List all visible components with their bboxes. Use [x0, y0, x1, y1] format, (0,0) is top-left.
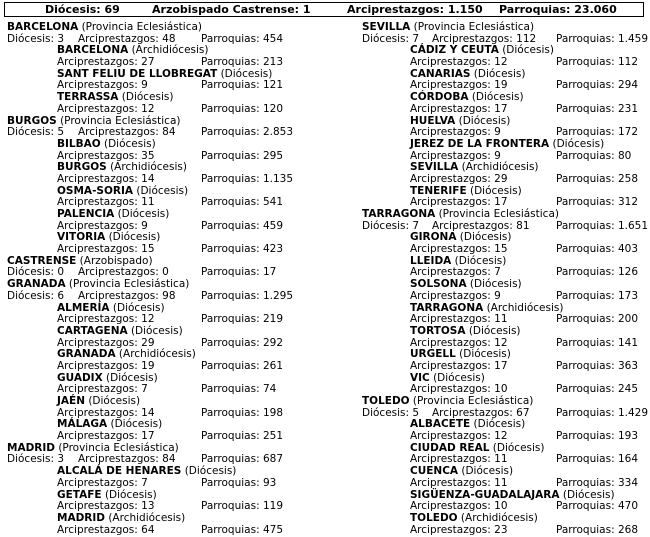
province-type: (Provincia Eclesiástica)	[78, 21, 203, 33]
province-diocesis-count: Diócesis: 3	[7, 453, 65, 466]
diocese-arciprestazgos: Arciprestazgos: 17	[410, 196, 508, 209]
diocese-arciprestazgos: Arciprestazgos: 17	[410, 359, 508, 372]
province-parroquias: Parroquias: 1.295	[201, 289, 294, 302]
diocese-parroquias: Parroquias: 312	[556, 196, 638, 209]
diocese-type: (Diócesis)	[217, 67, 273, 80]
province-arciprestazgos: Arciprestazgos: 84	[78, 126, 176, 139]
province-diocesis-count: Diócesis: 5	[7, 126, 65, 139]
diocese-parroquias: Parroquias: 120	[201, 102, 283, 115]
diocese-type: (Diócesis)	[466, 184, 522, 197]
diocese-type: (Diócesis)	[451, 254, 507, 267]
diocese-name: BILBAO	[57, 137, 101, 150]
diocese-arciprestazgos: Arciprestazgos: 64	[57, 523, 155, 536]
diocese-parroquias: Parroquias: 193	[556, 430, 638, 443]
diocese-title	[7, 513, 347, 525]
province-arciprestazgos: Arciprestazgos: 48	[78, 32, 176, 45]
province-arciprestazgos: Arciprestazgos: 84	[78, 453, 176, 466]
province-diocesis-count: Diócesis: 3	[7, 32, 65, 45]
diocese-type: (Diócesis)	[181, 465, 237, 478]
diocese-parroquias: Parroquias: 126	[556, 266, 638, 279]
diocese-type: (Diócesis)	[429, 371, 485, 384]
diocese-arciprestazgos: Arciprestazgos: 9	[410, 289, 501, 302]
diocese-parroquias: Parroquias: 213	[201, 56, 283, 69]
diocese-type: (Diócesis)	[466, 278, 522, 291]
diocese-parroquias: Parroquias: 258	[556, 172, 638, 185]
diocese-title	[7, 326, 347, 338]
province-arciprestazgos: Arciprestazgos: 0	[78, 266, 169, 279]
diocese-parroquias: Parroquias: 172	[556, 126, 638, 139]
diocese-arciprestazgos: Arciprestazgos: 12	[57, 313, 155, 326]
diocese-title	[362, 139, 647, 151]
diocese-type: (Archidiócesis)	[128, 44, 209, 57]
province-parroquias: Parroquias: 687	[201, 453, 283, 466]
diocese-type: (Diócesis)	[100, 137, 156, 150]
diocese-arciprestazgos: Arciprestazgos: 9	[57, 219, 148, 232]
diocese-name: BURGOS	[57, 161, 107, 174]
diocese-name: MÁLAGA	[57, 418, 108, 431]
diocese-type: (Diócesis)	[489, 441, 545, 454]
province-diocesis-count: Diócesis: 7	[362, 219, 420, 232]
diocese-arciprestazgos: Arciprestazgos: 11	[410, 453, 508, 466]
diocese-type: (Archidiócesis)	[458, 161, 539, 174]
diocese-type: (Diócesis)	[118, 91, 174, 104]
summary-bar	[4, 2, 644, 17]
diocese-name: TERRASSA	[57, 91, 119, 104]
diocese-type: (Diócesis)	[127, 324, 183, 337]
province-diocesis-count: Diócesis: 6	[7, 289, 65, 302]
diocese-type: (Diócesis)	[456, 231, 512, 244]
diocese-arciprestazgos: Arciprestazgos: 11	[410, 313, 508, 326]
diocese-type: (Diócesis)	[470, 67, 526, 80]
diocese-name: TARRAGONA	[410, 301, 484, 314]
diocese-parroquias: Parroquias: 268	[556, 523, 638, 536]
diocese-arciprestazgos: Arciprestazgos: 15	[410, 243, 508, 256]
province-diocesis-count: Diócesis: 7	[362, 32, 420, 45]
diocese-name: CANARIAS	[410, 67, 471, 80]
diocese-parroquias: Parroquias: 470	[556, 500, 638, 513]
province-title	[362, 22, 647, 34]
diocese-name: ALMERÍA	[57, 301, 110, 314]
province-name: MADRID	[7, 441, 55, 454]
province-type: (Provincia Eclesiástica)	[55, 441, 179, 454]
diocese-parroquias: Parroquias: 198	[201, 406, 283, 419]
diocese-type: (Diócesis)	[455, 348, 511, 361]
diocese-name: GIRONA	[410, 231, 457, 244]
diocese-parroquias: Parroquias: 112	[556, 56, 638, 69]
diocese-parroquias: Parroquias: 475	[201, 523, 283, 536]
diocese-type: (Diócesis)	[133, 184, 189, 197]
diocese-name: ALBACETE	[410, 418, 471, 431]
diocese-parroquias: Parroquias: 200	[556, 313, 638, 326]
diocese-arciprestazgos: Arciprestazgos: 29	[57, 336, 155, 349]
province-arciprestazgos: Arciprestazgos: 112	[432, 32, 537, 45]
left-column	[7, 22, 347, 536]
province-parroquias: Parroquias: 17	[201, 266, 277, 279]
diocese-arciprestazgos: Arciprestazgos: 23	[410, 523, 508, 536]
diocese-arciprestazgos: Arciprestazgos: 7	[410, 266, 501, 279]
province-arciprestazgos: Arciprestazgos: 81	[432, 219, 530, 232]
diocese-name: OSMA-SORIA	[57, 184, 134, 197]
diocese-type: (Diócesis)	[458, 465, 514, 478]
diocese-name: ALCALÁ DE HENARES	[57, 465, 182, 478]
diocese-parroquias: Parroquias: 219	[201, 313, 283, 326]
diocese-parroquias: Parroquias: 164	[556, 453, 638, 466]
diocese-arciprestazgos: Arciprestazgos: 10	[410, 383, 508, 396]
diocese-parroquias: Parroquias: 231	[556, 102, 638, 115]
province-name: BARCELONA	[7, 21, 79, 33]
diocese-type: (Diócesis)	[102, 371, 158, 384]
diocese-name: URGELL	[410, 348, 456, 361]
diocese-name: TOLEDO	[410, 511, 458, 524]
diocese-name: GETAFE	[57, 488, 102, 501]
province-parroquias: Parroquias: 2.853	[201, 126, 294, 139]
diocese-name: SIGÜENZA-GUADALAJARA	[410, 488, 560, 501]
diocese-name: PALENCIA	[57, 208, 115, 220]
diocese-parroquias: Parroquias: 80	[556, 149, 632, 162]
diocese-arciprestazgos: Arciprestazgos: 14	[57, 172, 155, 185]
diocese-name: CARTAGENA	[57, 324, 128, 337]
province-type: (Provincia Eclesiástica)	[409, 395, 534, 407]
diocese-arciprestazgos: Arciprestazgos: 9	[410, 149, 501, 162]
diocese-parroquias: Parroquias: 74	[201, 383, 277, 396]
diocese-type: (Archidiócesis)	[105, 511, 186, 524]
summary-castrense: Arzobispado Castrense: 1	[152, 3, 311, 16]
diocese-arciprestazgos: Arciprestazgos: 19	[410, 79, 508, 92]
diocese-name: JAÉN	[57, 395, 85, 407]
province-parroquias: Parroquias: 1.651	[556, 219, 649, 232]
diocese-parroquias: Parroquias: 295	[201, 149, 283, 162]
diocese-type: (Diócesis)	[465, 324, 521, 337]
province-name: CASTRENSE	[7, 254, 77, 267]
diocese-arciprestazgos: Arciprestazgos: 12	[57, 102, 155, 115]
diocese-name: MADRID	[57, 511, 105, 524]
diocese-type: (Diócesis)	[498, 44, 554, 57]
diocese-type: (Archidiócesis)	[483, 301, 564, 314]
province-parroquias: Parroquias: 1.459	[556, 32, 649, 45]
diocese-type: (Archidiócesis)	[115, 348, 196, 361]
diocese-title	[7, 209, 347, 221]
diocese-parroquias: Parroquias: 403	[556, 243, 638, 256]
diocese-type: (Diócesis)	[105, 231, 161, 244]
diocese-type: (Archidiócesis)	[106, 161, 187, 174]
diocese-name: CÁDIZ Y CEUTA	[410, 44, 499, 57]
province-title	[362, 209, 647, 221]
diocese-name: SANT FELIU DE LLOBREGAT	[57, 67, 218, 80]
diocese-arciprestazgos: Arciprestazgos: 35	[57, 149, 155, 162]
province-type: (Provincia Eclesiástica)	[56, 114, 181, 127]
diocese-arciprestazgos: Arciprestazgos: 12	[410, 56, 508, 69]
province-arciprestazgos: Arciprestazgos: 67	[432, 406, 530, 419]
diocese-stats	[362, 361, 647, 373]
province-parroquias: Parroquias: 454	[201, 32, 283, 45]
province-type: (Provincia Eclesiástica)	[65, 278, 190, 291]
diocese-type: (Diócesis)	[468, 91, 524, 104]
diocese-parroquias: Parroquias: 245	[556, 383, 638, 396]
diocese-name: TORTOSA	[410, 324, 466, 337]
diocese-parroquias: Parroquias: 121	[201, 79, 283, 92]
diocese-type: (Diócesis)	[101, 488, 157, 501]
province-title	[362, 396, 647, 408]
summary-diocesis: Diócesis: 69	[45, 3, 120, 16]
diocese-arciprestazgos: Arciprestazgos: 15	[57, 243, 155, 256]
province-title	[7, 22, 347, 34]
diocese-name: CUENCA	[410, 465, 459, 478]
diocese-name: BARCELONA	[57, 44, 129, 57]
diocese-arciprestazgos: Arciprestazgos: 29	[410, 172, 508, 185]
diocese-parroquias: Parroquias: 459	[201, 219, 283, 232]
diocese-arciprestazgos: Arciprestazgos: 17	[410, 102, 508, 115]
diocese-name: VIC	[410, 371, 430, 384]
diocese-name: TENERIFE	[410, 184, 467, 197]
diocese-type: (Diócesis)	[107, 418, 163, 431]
diocese-parroquias: Parroquias: 93	[201, 476, 277, 489]
diocese-name: JEREZ DE LA FRONTERA	[410, 137, 550, 150]
summary-parroquias: Parroquias: 23.060	[499, 3, 617, 16]
diocese-type: (Diócesis)	[85, 395, 141, 407]
diocese-type: (Diócesis)	[455, 114, 511, 127]
diocese-arciprestazgos: Arciprestazgos: 12	[410, 430, 508, 443]
diocese-arciprestazgos: Arciprestazgos: 9	[410, 126, 501, 139]
diocese-arciprestazgos: Arciprestazgos: 11	[410, 476, 508, 489]
diocese-parroquias: Parroquias: 141	[556, 336, 638, 349]
diocese-arciprestazgos: Arciprestazgos: 14	[57, 406, 155, 419]
diocese-arciprestazgos: Arciprestazgos: 27	[57, 56, 155, 69]
province-diocesis-count: Diócesis: 0	[7, 266, 65, 279]
diocese-arciprestazgos: Arciprestazgos: 9	[57, 79, 148, 92]
diocese-arciprestazgos: Arciprestazgos: 7	[57, 476, 148, 489]
diocese-type: (Diócesis)	[470, 418, 526, 431]
diocese-name: CÓRDOBA	[410, 91, 469, 104]
province-type: (Provincia Eclesiástica)	[435, 208, 559, 220]
diocese-arciprestazgos: Arciprestazgos: 11	[57, 196, 155, 209]
diocese-name: CIUDAD REAL	[410, 441, 490, 454]
diocese-type: (Diócesis)	[114, 208, 170, 220]
province-type: (Arzobispado)	[76, 254, 153, 267]
diocese-arciprestazgos: Arciprestazgos: 10	[410, 500, 508, 513]
diocese-parroquias: Parroquias: 251	[201, 430, 283, 443]
province-name: TARRAGONA	[362, 208, 436, 220]
diocese-name: HUELVA	[410, 114, 456, 127]
diocese-type: (Archidiócesis)	[457, 511, 538, 524]
diocese-parroquias: Parroquias: 292	[201, 336, 283, 349]
province-diocesis-count: Diócesis: 5	[362, 406, 420, 419]
diocese-title	[7, 396, 347, 408]
diocese-parroquias: Parroquias: 119	[201, 500, 283, 513]
diocese-arciprestazgos: Arciprestazgos: 7	[57, 383, 148, 396]
diocese-parroquias: Parroquias: 423	[201, 243, 283, 256]
diocese-name: LLEIDA	[410, 254, 452, 267]
diocese-parroquias: Parroquias: 1.135	[201, 172, 294, 185]
diocese-type: (Diócesis)	[559, 488, 615, 501]
diocese-arciprestazgos: Arciprestazgos: 19	[57, 359, 155, 372]
diocese-name: SOLSONA	[410, 278, 467, 291]
diocese-title	[362, 326, 647, 338]
diocese-parroquias: Parroquias: 294	[556, 79, 638, 92]
province-name: TOLEDO	[362, 395, 410, 407]
diocese-stats	[7, 525, 347, 537]
diocese-stats	[362, 525, 647, 537]
diocese-type: (Diócesis)	[109, 301, 165, 314]
province-name: GRANADA	[7, 278, 66, 291]
province-name: BURGOS	[7, 114, 57, 127]
diocese-name: SEVILLA	[410, 161, 459, 174]
diocese-name: GRANADA	[57, 348, 116, 361]
diocese-parroquias: Parroquias: 334	[556, 476, 638, 489]
province-name: SEVILLA	[362, 21, 411, 33]
summary-arciprestazgos: Arciprestazgos: 1.150	[347, 3, 483, 16]
diocese-parroquias: Parroquias: 261	[201, 359, 283, 372]
province-parroquias: Parroquias: 1.429	[556, 406, 649, 419]
province-type: (Provincia Eclesiástica)	[410, 21, 535, 33]
diocese-arciprestazgos: Arciprestazgos: 12	[410, 336, 508, 349]
diocese-parroquias: Parroquias: 363	[556, 359, 638, 372]
right-column	[362, 22, 647, 536]
diocese-name: GUADIX	[57, 371, 103, 384]
diocese-parroquias: Parroquias: 173	[556, 289, 638, 302]
diocese-name: VITORIA	[57, 231, 106, 244]
diocese-type: (Diócesis)	[549, 137, 605, 150]
diocese-arciprestazgos: Arciprestazgos: 17	[57, 430, 155, 443]
diocese-title	[362, 513, 647, 525]
diocese-title	[7, 139, 347, 151]
diocese-arciprestazgos: Arciprestazgos: 13	[57, 500, 155, 513]
diocese-parroquias: Parroquias: 541	[201, 196, 283, 209]
province-arciprestazgos: Arciprestazgos: 98	[78, 289, 176, 302]
